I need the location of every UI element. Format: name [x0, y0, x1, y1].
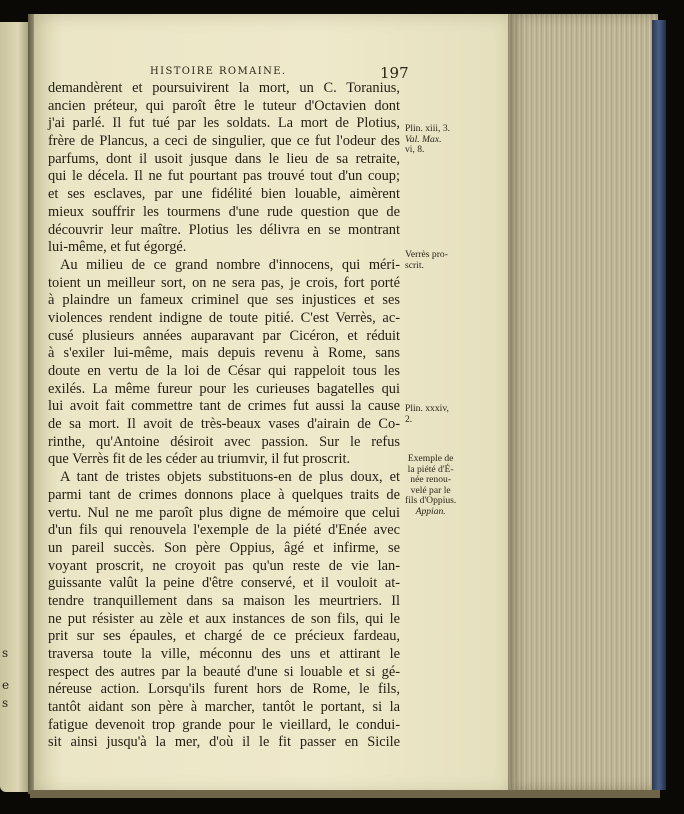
page-fore-edge: [508, 14, 658, 790]
text-line: guissante valût la peine d'être conservé, et il vouloit at-: [48, 575, 400, 592]
margin-note-plin-xxxiv: [405, 404, 449, 425]
left-page-fragment: s: [2, 646, 9, 660]
text-line: toient un meilleur sort, on ne sera pas, je crois, fort porté: [48, 274, 400, 291]
margin-note-line: Val. Max.: [405, 133, 442, 145]
margin-note-line: fils d'Oppius.: [405, 495, 457, 506]
margin-note-verres: [405, 250, 448, 271]
text-line: exilés. La même fureur pour les curieuses bagatelles qui: [48, 380, 400, 397]
margin-note-line: Verrès pro-: [405, 249, 448, 260]
text-line: violences rendent indigne de toute pitié. C'est Verrès, ac-: [48, 309, 400, 326]
text-line: découvrir leur maître. Plotius les délivra en se montrant: [48, 221, 400, 238]
margin-note-line: Exemple de: [407, 453, 454, 464]
text-line: ne put résister au zèle et aux instances de son fils, qui le: [48, 610, 400, 627]
text-line: néreuse action. Lorsqu'ils furent hors de Rome, le fils,: [48, 681, 400, 698]
margin-note-plin-xiii: [405, 124, 450, 156]
text-line: frère de Plancus, a ceci de singulier, que ce fut l'odeur des: [48, 133, 400, 150]
margin-note-line: la piété d'É-: [407, 463, 454, 475]
margin-note-line: née renou-: [410, 474, 452, 485]
text-line: vertu. Nul ne me paroît plus digne de mémoire que celui: [48, 504, 400, 521]
text-line: prit sur ses épaules, et chargé de ce précieux fardeau,: [48, 628, 400, 645]
text-line: j'ai parlé. Il fut tué par les soldats. La mort de Plotius,: [48, 115, 400, 132]
text-line: de sa mort. Il avoit de très-beaux vases d'airain de Co-: [48, 416, 400, 433]
left-page-fragment: s: [2, 696, 9, 710]
text-line: traversa toute la ville, méconnu des uns et attirant le: [48, 646, 400, 662]
text-line: cusé plusieurs années auparavant par Cicéron, et réduit: [48, 327, 400, 344]
text-line: à s'exiler lui-même, mais depuis revenu à Rome, sans: [48, 345, 400, 362]
margin-note-oppius: [405, 454, 456, 517]
text-line: Au milieu de ce grand nombre d'innocens, qui méri-: [60, 256, 400, 273]
text-line: qui le décela. Il ne fut pourtant pas trouvé tout d'un coup;: [48, 168, 400, 185]
text-line: respect des autres par la beauté d'une si louable et si gé-: [48, 663, 400, 680]
text-line: voyant proscrit, ne croyoit pas qu'un reste de vie lan-: [48, 557, 400, 574]
text-line: demandèrent et poursuivirent la mort, un C. Toranius,: [48, 80, 400, 96]
text-line: A tant de tristes objets substituons-en de plus doux, et: [60, 469, 400, 486]
page-number: 197: [380, 64, 409, 82]
text-line: doute en vertu de la loi de César qui rappeloit tous les: [48, 363, 400, 379]
margin-note-line: velé par le: [410, 484, 451, 496]
text-line: mieux souffrir les tourmens d'une rude question que de: [48, 203, 400, 220]
book-cover-edge: [652, 20, 666, 790]
margin-note-line: 2.: [405, 413, 413, 425]
text-line: d'un fils qui renouvela l'exemple de la piété d'Enée avec: [48, 522, 400, 539]
body-text: [48, 80, 400, 752]
text-line: que Verrès fit de les céder au triumvir, il fut proscrit.: [48, 451, 351, 468]
text-line: tendre tranquillement dans sa maison les meurtriers. Il: [48, 592, 400, 609]
margin-note-line: Appian.: [415, 505, 446, 517]
text-line: lui-même, et fut égorgé.: [48, 239, 187, 256]
text-line: parfums, dont il usoit jusque dans le lieu de sa retraite,: [48, 150, 400, 167]
left-page-fragment: e: [2, 678, 10, 692]
text-line: lui avoit fait commettre tant de crimes fut aussi la cause: [48, 398, 400, 415]
margin-note-line: scrit.: [405, 259, 424, 271]
text-line: à plaindre un fameux criminel que ses injustices et ses: [48, 292, 400, 309]
text-line: un pareil succès. Son père Oppius, âgé et infirme, se: [48, 539, 400, 556]
margin-note-line: Plin. xxxiv,: [405, 403, 449, 414]
text-line: sit ainsi jusqu'à la mer, d'où il le fit passer en Sicile: [48, 734, 400, 751]
text-line: fatigue devenoit trop grande pour le vieillard, le condui-: [48, 716, 400, 733]
text-line: parmi tant de crimes donnons place à quelques traits de: [48, 486, 400, 503]
text-line: rinthe, qu'Antoine désiroit avec passion. Sur le refus: [48, 433, 400, 450]
running-head: HISTOIRE ROMAINE.: [150, 66, 287, 77]
margin-note-line: vi, 8.: [405, 144, 425, 155]
left-page-edge: [0, 22, 30, 792]
margin-note-line: Plin. xiii, 3.: [405, 123, 451, 134]
text-line: ancien préteur, qui paroît être le tuteur d'Octavien dont: [48, 97, 400, 114]
page-bottom-edge: [30, 790, 660, 798]
text-line: tantôt aidant son père à marcher, tantôt le portant, si la: [48, 699, 400, 716]
text-line: et ses esclaves, par une fidélité bien louable, aimèrent: [48, 186, 400, 203]
